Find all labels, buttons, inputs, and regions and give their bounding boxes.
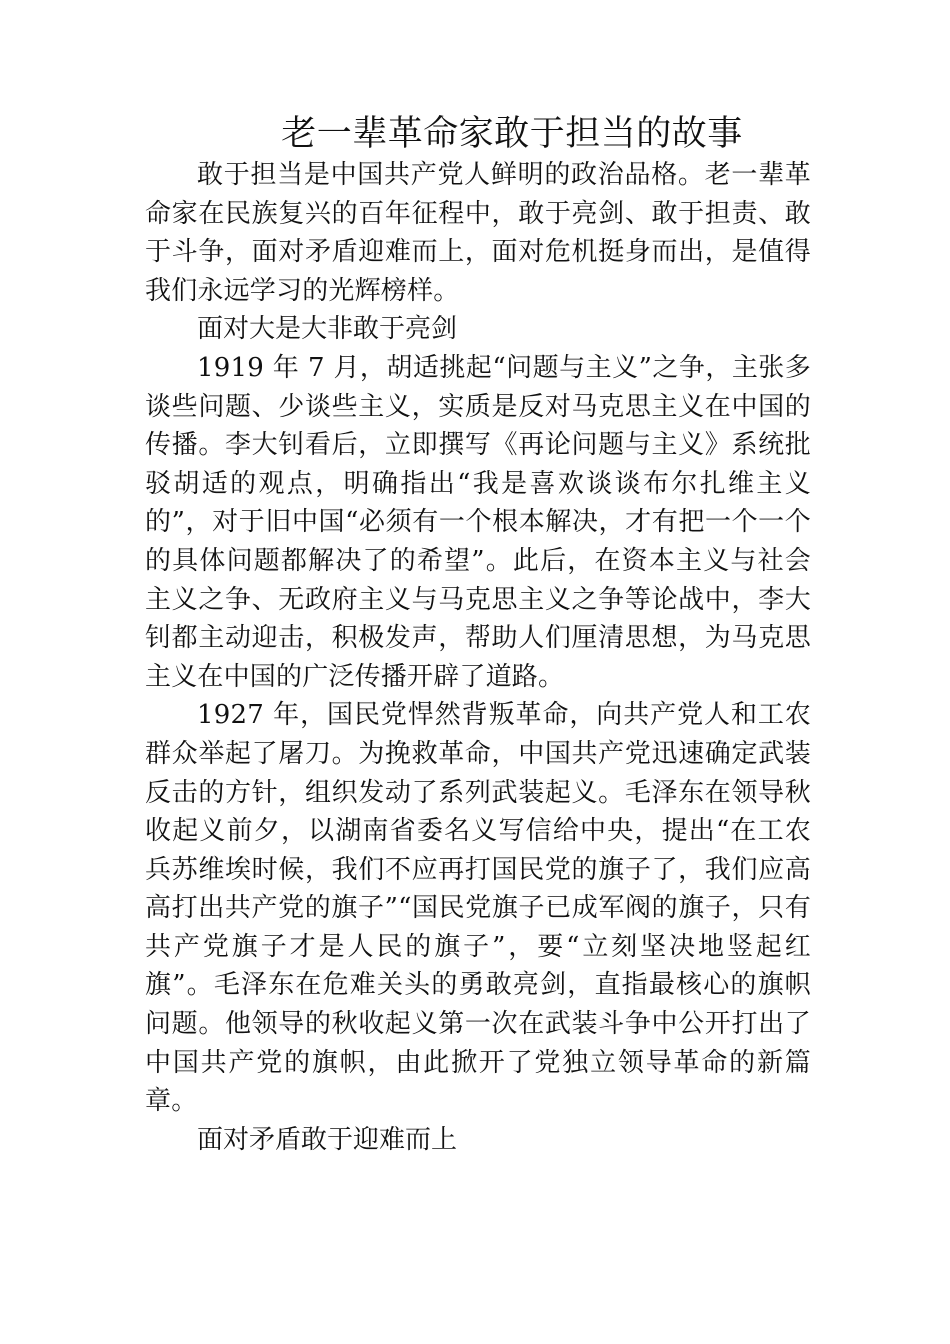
body-paragraph: 1919 年 7 月，胡适挑起“问题与主义”之争，主张多谈些问题、少谈些主义，实质是反对马克思主义在中国的传播。李大钊看后，立即撰写《再论问题与主义》系统批驳胡适的观点，明确指出“我是喜欢谈谈布尔扎维主义的”，对于旧中国“必须有一个根本解决，才有把一个一个的具体问题都解决了的希望”。此后，在资本主义与社会主义之争、无政府主义与马克思主义之争等论战中，李大钊都主动迎击，积极发声，帮助人们厘清思想，为马克思主义在中国的广泛传播开辟了道路。	[145, 352, 811, 692]
section-heading: 面对大是大非敢于亮剑	[197, 314, 458, 345]
intro-paragraph: 敢于担当是中国共产党人鲜明的政治品格。老一辈革命家在民族复兴的百年征程中，敢于亮剑、敢于担责、敢于斗争，面对矛盾迎难而上，面对危机挺身而出，是值得我们永远学习的光辉榜样。	[145, 160, 811, 306]
body-paragraph: 1927 年，国民党悍然背叛革命，向共产党人和工农群众举起了屠刀。为挽救革命，中国共产党迅速确定武装反击的方针，组织发动了系列武装起义。毛泽东在领导秋收起义前夕，以湖南省委名义写信给中央，提出“在工农兵苏维埃时候，我们不应再打国民党的旗子了，我们应高高打出共产党的旗子”“国民党旗子已成军阀的旗子，只有共产党旗子才是人民的旗子”，要“立刻坚决地竖起红旗”。毛泽东在危难关头的勇敢亮剑，直指最核心的旗帜问题。他领导的秋收起义第一次在武装斗争中公开打出了中国共产党的旗帜，由此掀开了党独立领导革命的新篇章。	[145, 700, 811, 1117]
document-body	[145, 156, 811, 1159]
document-title: 老一辈革命家敢于担当的故事	[281, 114, 743, 154]
section-heading: 面对矛盾敢于迎难而上	[197, 1124, 458, 1155]
